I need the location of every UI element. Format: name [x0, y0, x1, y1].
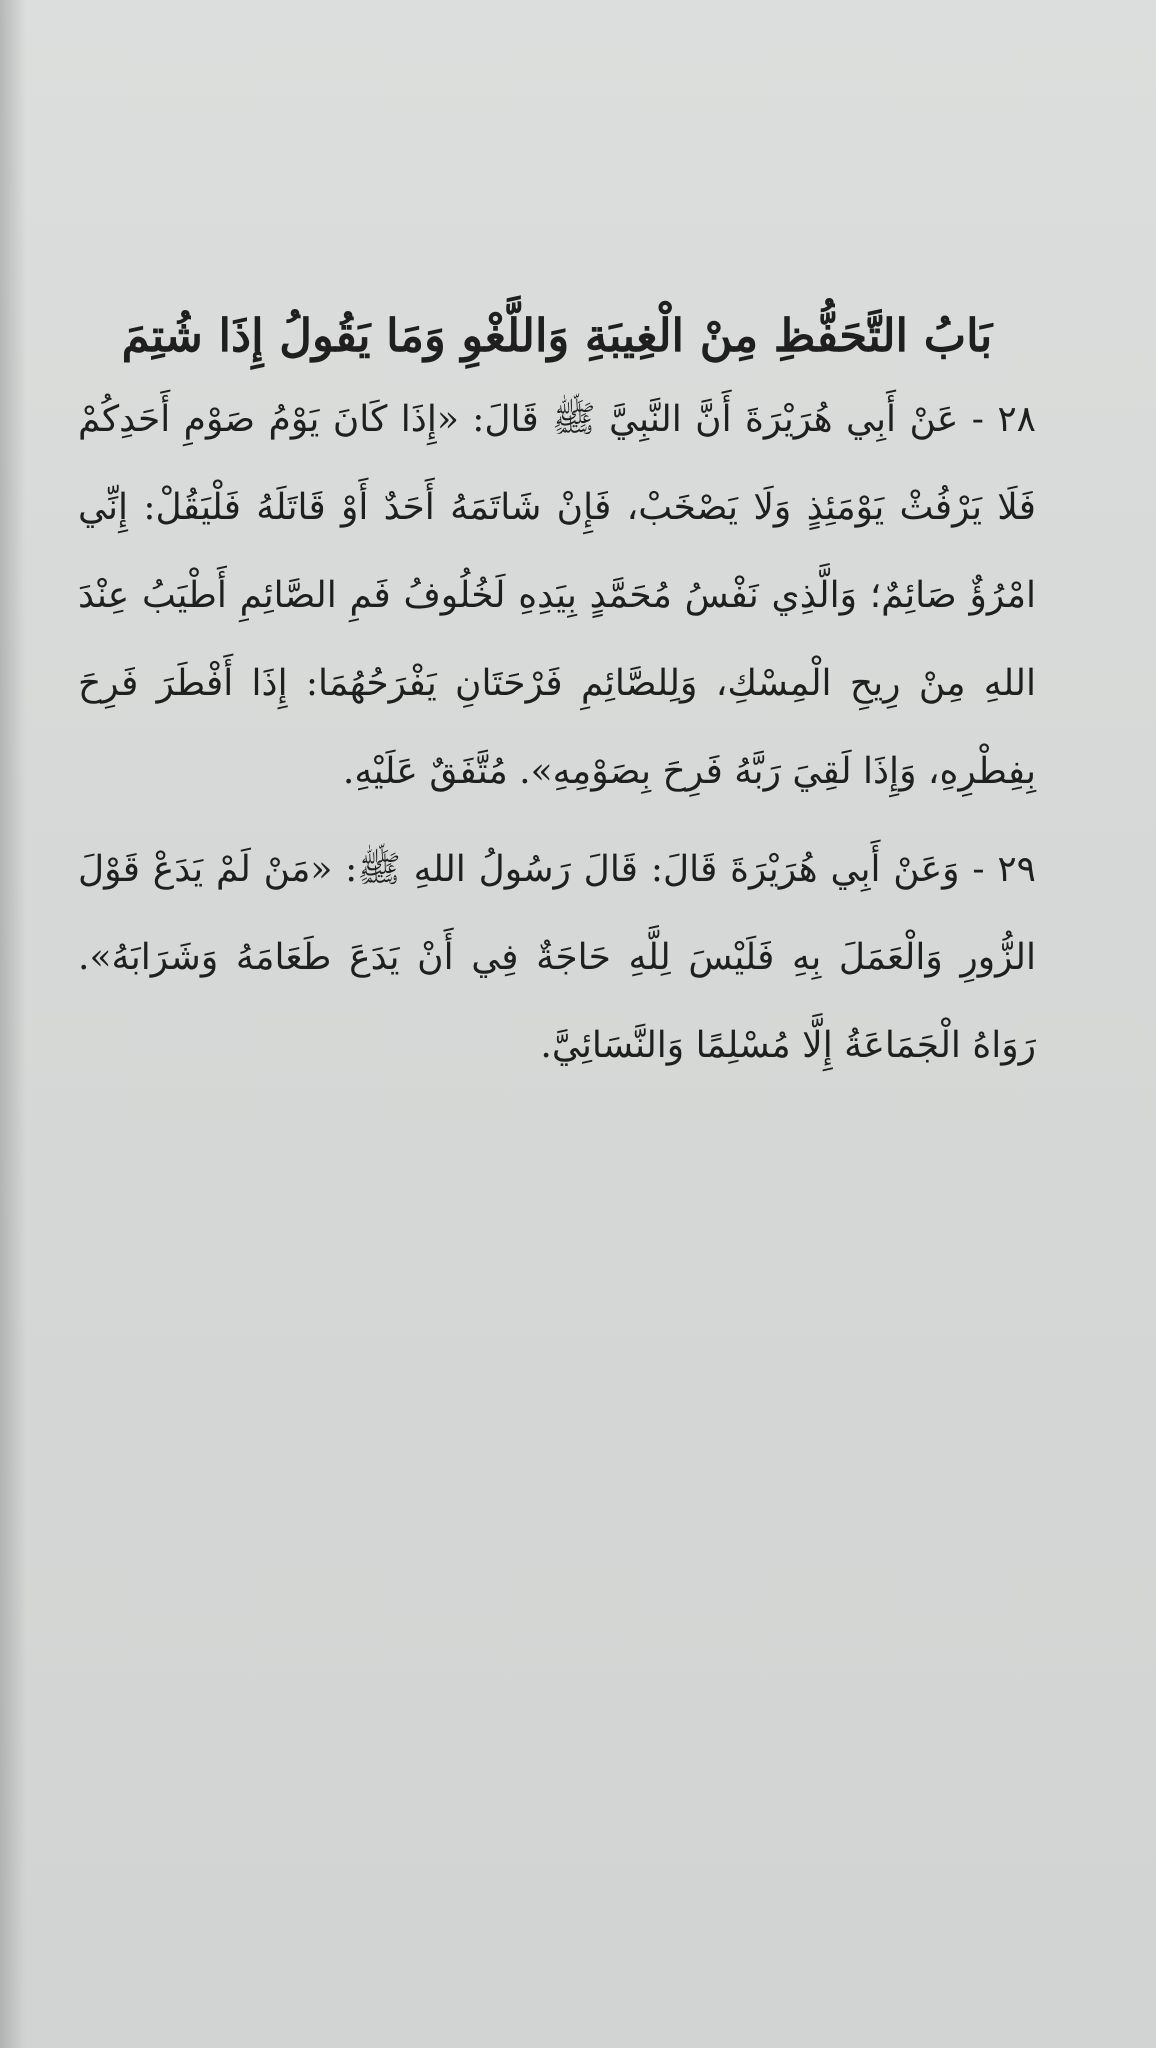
page-edge-shadow: [0, 0, 26, 2048]
hadith-29: ٢٩ - وَعَنْ أَبِي هُرَيْرَةَ قَالَ: قَالَ رَسُولُ اللهِ ﷺ: «مَنْ لَمْ يَدَعْ قَوْلَ الزُّورِ وَالْعَمَلَ بِهِ فَلَيْسَ لِلَّهِ حَاجَةٌ فِي أَنْ يَدَعَ طَعَامَهُ وَشَرَابَهُ». رَوَاهُ الْجَمَاعَةُ إِلَّا مُسْلِمًا وَالنَّسَائِيَّ.: [78, 849, 1036, 1066]
chapter-title: بَابُ التَّحَفُّظِ مِنْ الْغِيبَةِ وَاللَّغْوِ وَمَا يَقُولُ إِذَا شُتِمَ: [121, 309, 993, 362]
page-content: [78, 300, 1036, 1090]
hadith-28: ٢٨ - عَنْ أَبِي هُرَيْرَةَ أَنَّ النَّبِيَّ ﷺ قَالَ: «إِذَا كَانَ يَوْمُ صَوْمِ أَحَدِكُمْ فَلَا يَرْفُثْ يَوْمَئِذٍ وَلَا يَصْخَبْ، فَإِنْ شَاتَمَهُ أَحَدٌ أَوْ قَاتَلَهُ فَلْيَقُلْ: إِنِّي امْرُؤٌ صَائِمٌ؛ وَالَّذِي نَفْسُ مُحَمَّدٍ بِيَدِهِ لَخُلُوفُ فَمِ الصَّائِمِ أَطْيَبُ عِنْدَ اللهِ مِنْ رِيحِ الْمِسْكِ، وَلِلصَّائِمِ فَرْحَتَانِ يَفْرَحُهُمَا: إِذَا أَفْطَرَ فَرِحَ بِفِطْرِهِ، وَإِذَا لَقِيَ رَبَّهُ فَرِحَ بِصَوْمِهِ». مُتَّفَقٌ عَلَيْهِ.: [78, 399, 1037, 792]
